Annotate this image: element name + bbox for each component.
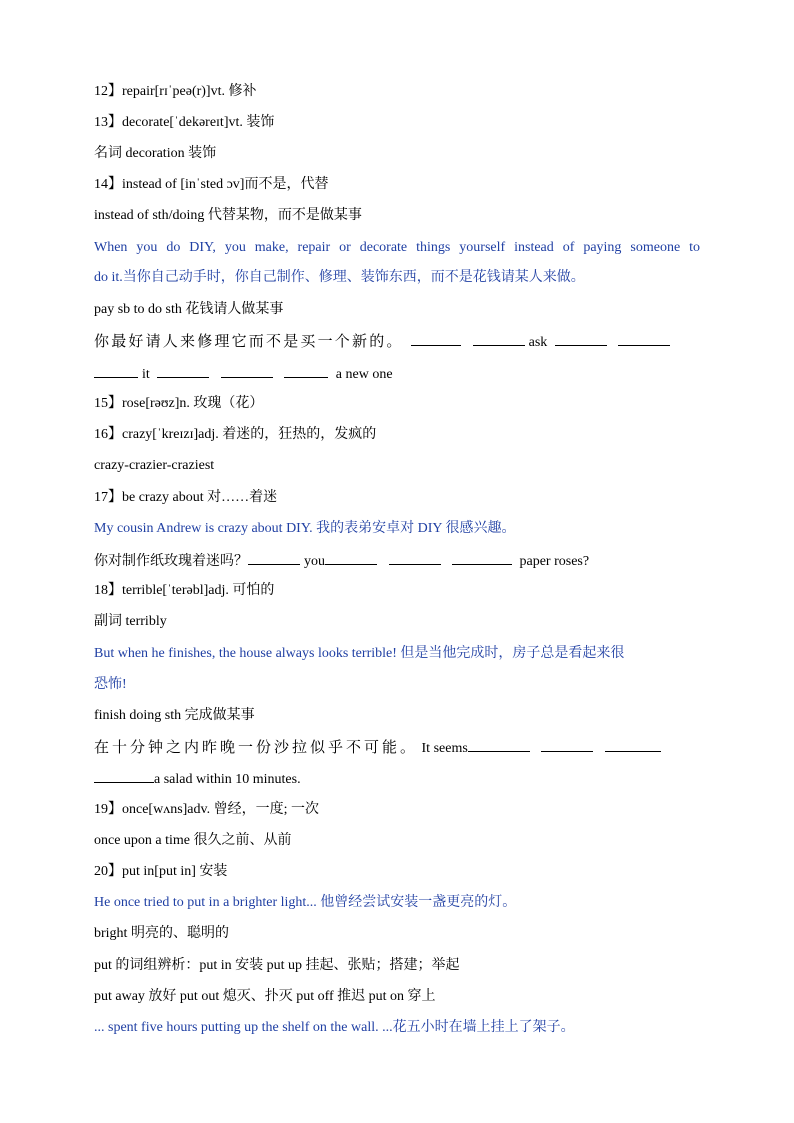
example-diy-translation: do it.当你自己动手时，你自己制作、修理、装饰东西，而不是花钱请某人来做。: [94, 270, 585, 285]
entry-15-rose: 15】rose[rəʊz]n. 玫瑰（花）: [94, 396, 264, 411]
answer-blank[interactable]: [618, 331, 670, 346]
exercise-3-word: It seems: [421, 741, 468, 756]
example-diy-sentence: When you do DIY, you make, repair or decorate things yourself instead of paying someone to: [94, 240, 700, 255]
entry-18-terrible: 18】terrible[ˈterəbl]adj. 可怕的: [94, 583, 275, 598]
put-phrases-line-1: put 的词组辨析：put in 安装 put up 挂起、张贴；搭建；举起: [94, 958, 460, 973]
exercise-2-tail: paper roses?: [519, 554, 590, 569]
answer-blank[interactable]: [605, 737, 661, 752]
exercise-1-word: ask: [528, 335, 548, 350]
phrase-pay-sb: pay sb to do sth 花钱请人做某事: [94, 302, 284, 317]
entry-16-crazy: 16】crazy[ˈkreɪzɪ]adj. 着迷的，狂热的，发疯的: [94, 427, 377, 442]
word-bright: bright 明亮的、聪明的: [94, 926, 229, 941]
answer-blank[interactable]: [555, 331, 607, 346]
answer-blank[interactable]: [541, 737, 593, 752]
answer-blank[interactable]: [325, 550, 377, 565]
crazy-comparatives: crazy-crazier-craziest: [94, 458, 215, 473]
exercise-2: [94, 550, 700, 572]
phrase-instead-of: instead of sth/doing 代替某物，而不是做某事: [94, 208, 362, 223]
entry-14-instead-of: 14】instead of [inˈsted ɔv]而不是，代替: [94, 177, 329, 192]
exercise-1-prompt: 你最好请人来修理它而不是买一个新的。: [94, 332, 404, 350]
exercise-3-tail: a salad within 10 minutes.: [154, 772, 301, 787]
answer-blank[interactable]: [157, 363, 209, 378]
exercise-3-line-2: [94, 768, 700, 790]
answer-blank[interactable]: [473, 331, 525, 346]
entry-20-put-in: 20】put in[put in] 安装: [94, 864, 228, 879]
entry-13-decorate: 13】decorate[ˈdekəreɪt]vt. 装饰: [94, 115, 275, 130]
put-phrases-line-2: put away 放好 put out 熄灭、扑灭 put off 推迟 put on 穿上: [94, 989, 436, 1004]
answer-blank[interactable]: [411, 331, 461, 346]
answer-blank[interactable]: [94, 363, 138, 378]
entry-17-be-crazy-about: 17】be crazy about 对……着迷: [94, 490, 278, 505]
exercise-3-line-1: [94, 737, 700, 759]
exercise-3-prompt: 在十分钟之内昨晚一份沙拉似乎不可能。: [94, 738, 419, 756]
example-put-up: ... spent five hours putting up the shelf on the wall. ...花五小时在墙上挂上了架子。: [94, 1020, 575, 1035]
answer-blank[interactable]: [284, 363, 328, 378]
phrase-once-upon-a-time: once upon a time 很久之前、从前: [94, 833, 292, 848]
answer-blank[interactable]: [221, 363, 273, 378]
exercise-2-word: you: [304, 554, 325, 569]
entry-12-repair: 12】repair[rɪˈpeə(r)]vt. 修补: [94, 84, 257, 99]
answer-blank[interactable]: [94, 768, 154, 783]
exercise-1-line-1: [94, 331, 700, 353]
example-terrible-sentence: But when he finishes, the house always looks terrible! 但是当他完成时，房子总是看起来很: [94, 646, 625, 661]
entry-19-once: 19】once[wʌns]adv. 曾经，一度; 一次: [94, 802, 320, 817]
exercise-1-tail: a new one: [335, 367, 393, 382]
answer-blank[interactable]: [452, 550, 512, 565]
example-put-in: He once tried to put in a brighter light... 他曾经尝试安装一盏更亮的灯。: [94, 895, 517, 910]
noun-decoration: 名词 decoration 装饰: [94, 146, 217, 161]
phrase-finish-doing: finish doing sth 完成做某事: [94, 708, 255, 723]
exercise-2-prompt: 你对制作纸玫瑰着迷吗？: [94, 553, 248, 569]
answer-blank[interactable]: [468, 737, 530, 752]
example-crazy-about: My cousin Andrew is crazy about DIY. 我的表弟安卓对 DIY 很感兴趣。: [94, 521, 516, 536]
example-terrible-continuation: 恐怖!: [94, 677, 127, 692]
answer-blank[interactable]: [248, 550, 300, 565]
exercise-1-line-2: [94, 363, 700, 385]
answer-blank[interactable]: [389, 550, 441, 565]
exercise-1-word: it: [142, 367, 150, 382]
adverb-terribly: 副词 terribly: [94, 614, 167, 629]
